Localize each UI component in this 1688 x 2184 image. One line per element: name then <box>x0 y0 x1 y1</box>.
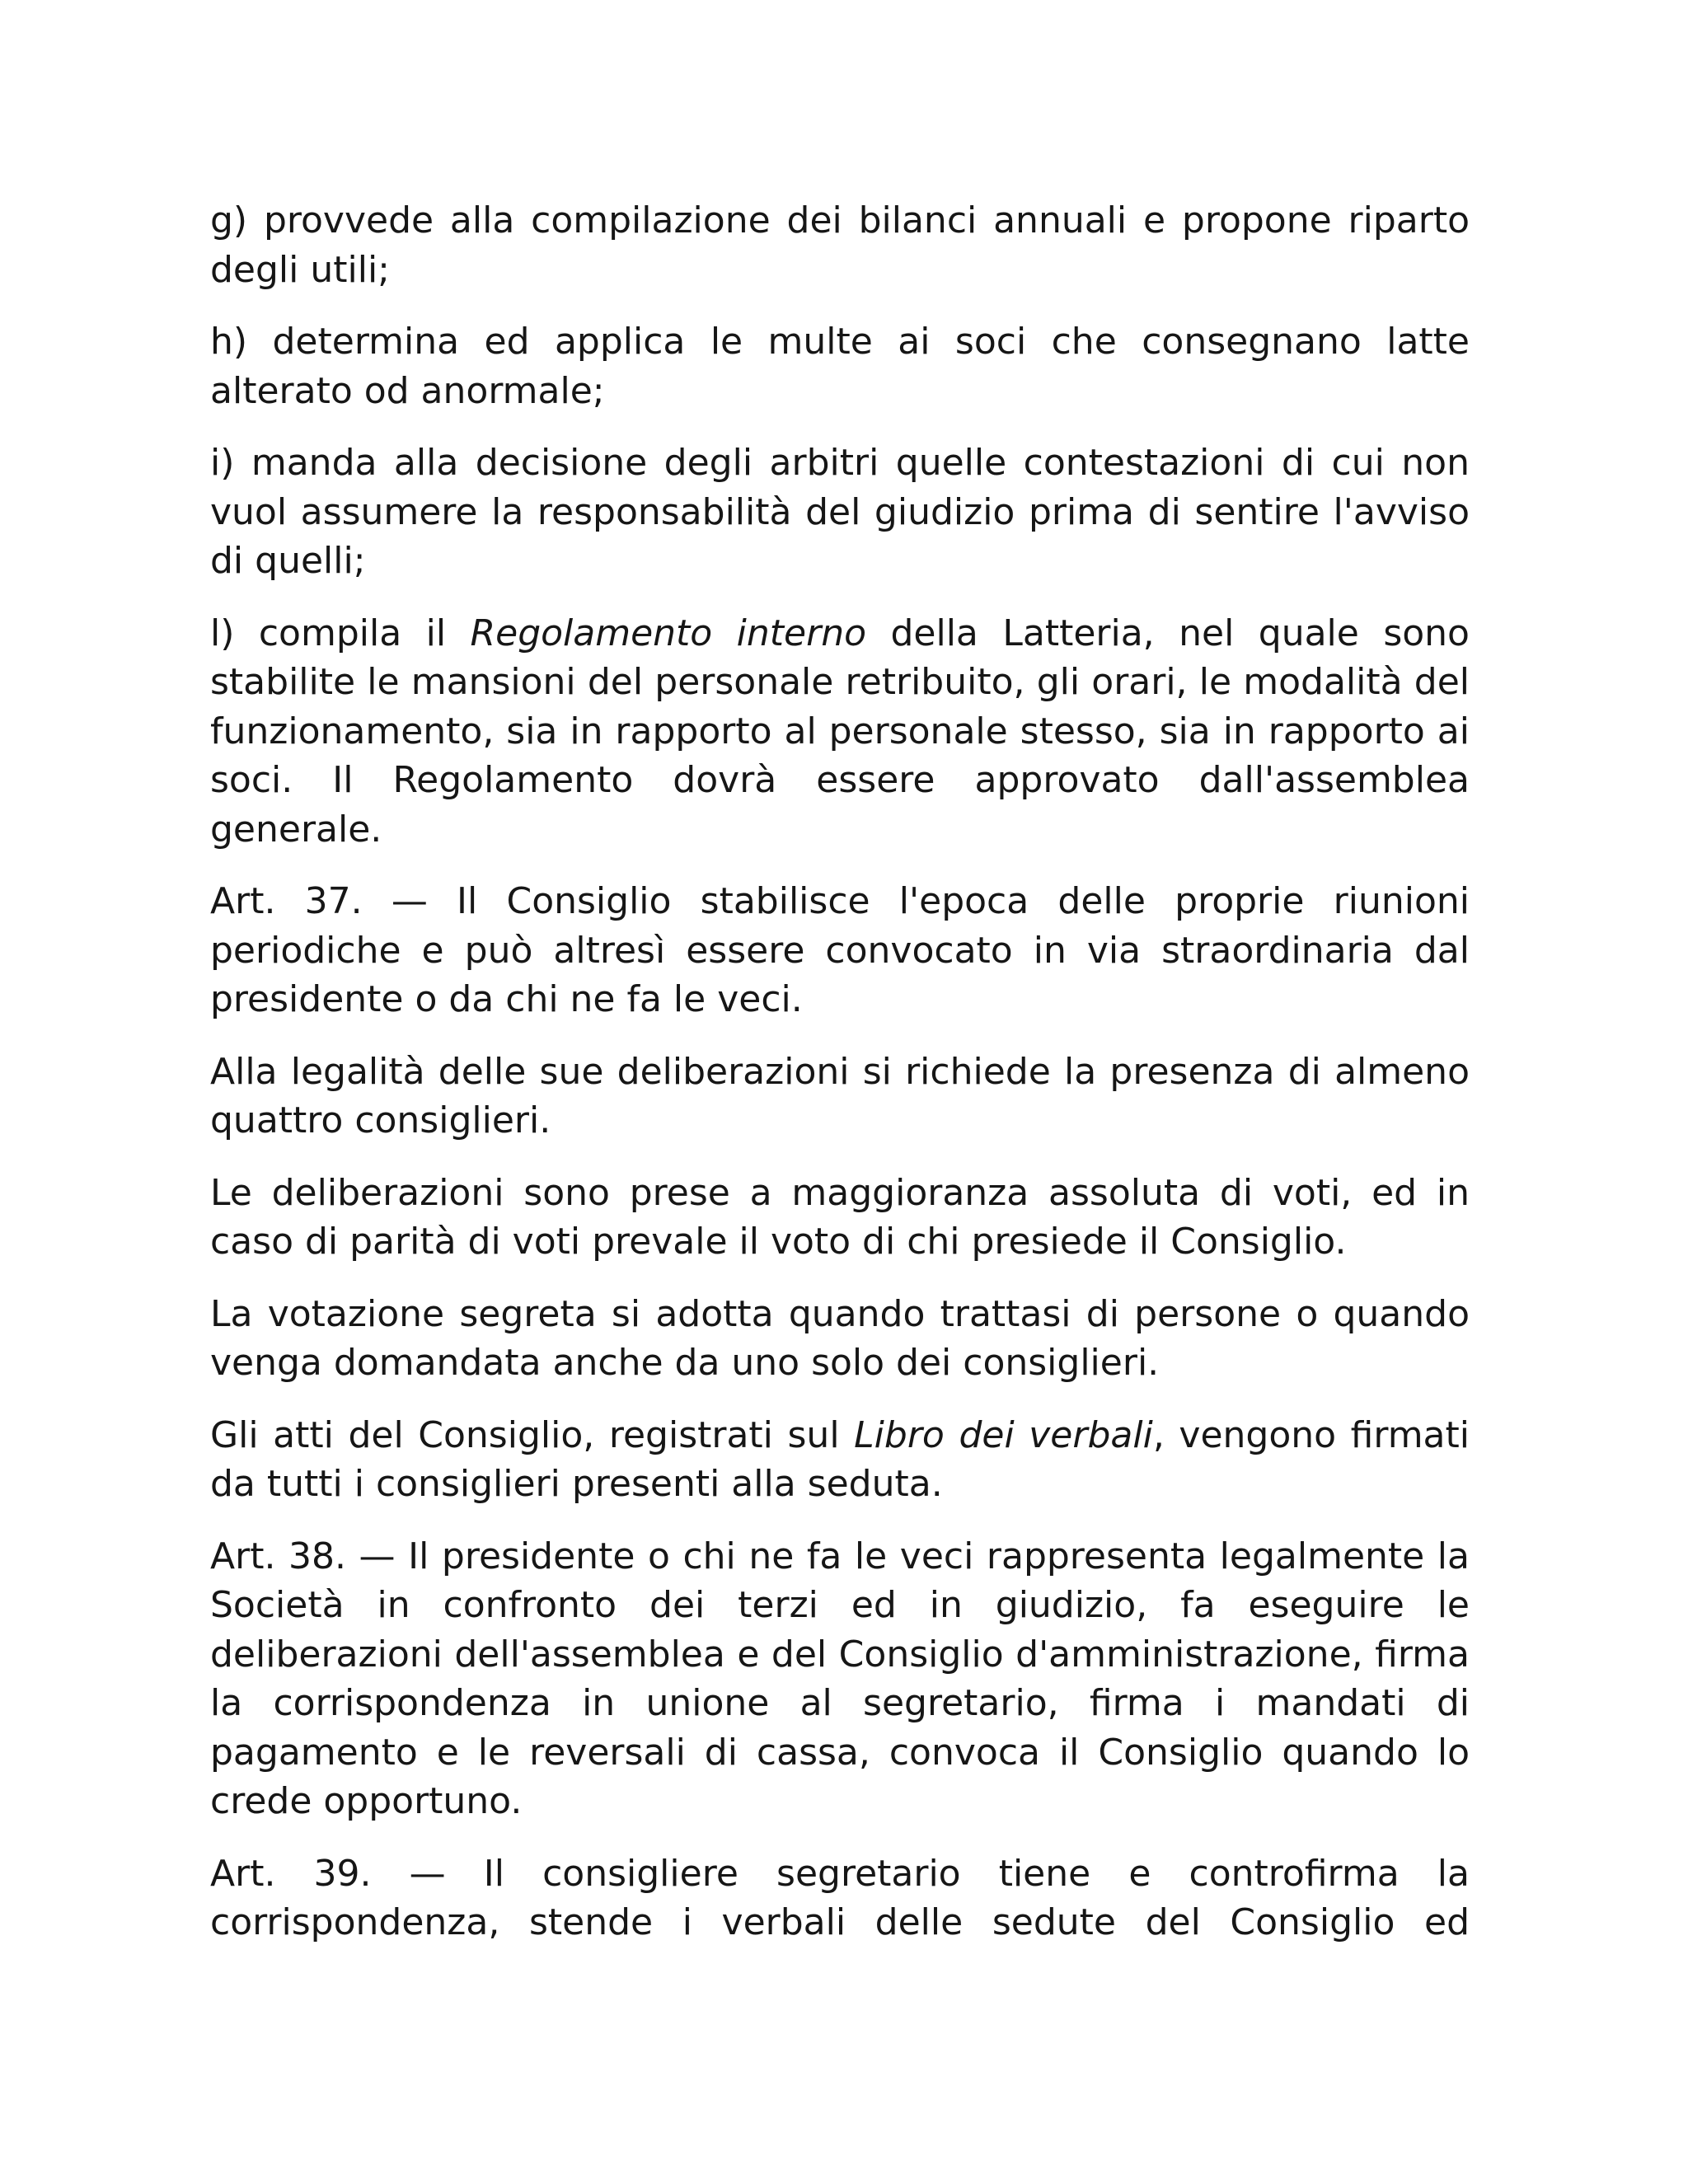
paragraph-para-g <box>210 196 1470 294</box>
italic-title: Regolamento interno <box>470 612 867 654</box>
paragraph-art-37-legalita <box>210 1047 1470 1146</box>
text-run: g) provvede alla compilazione dei bilanci annuali e propone riparto degli utili; <box>210 199 1470 291</box>
text-run: Art. 37. — Il Consiglio stabilisce l'epoca delle proprie riunioni periodiche e può altresì essere convocato in via straordinaria dal presidente o da chi ne fa le veci. <box>210 880 1470 1020</box>
paragraph-art-37 <box>210 877 1470 1024</box>
paragraph-art-37-deliberazioni <box>210 1169 1470 1267</box>
text-run: Le deliberazioni sono prese a maggioranza assoluta di voti, ed in caso di parità di voti prevale il voto di chi presiede il Consiglio. <box>210 1171 1470 1263</box>
paragraph-art-37-votazione <box>210 1290 1470 1388</box>
text-run: , vengono firmati da tutti i consiglieri presenti alla seduta. <box>210 1413 1470 1505</box>
paragraph-para-h <box>210 317 1470 415</box>
text-run: della Latteria, nel quale sono stabilite le mansioni del personale retribuito, gli orari, le modalità del funzionamento, sia in rapporto al personale stesso, sia in rapporto ai soci. Il Regolamento dovrà essere approvato dall'assemblea generale. <box>210 612 1470 851</box>
text-run: i) manda alla decisione degli arbitri quelle contestazioni di cui non vuol assumere la responsabilità del giudizio prima di sentire l'avviso di quelli; <box>210 442 1470 582</box>
paragraph-art-39 <box>210 1849 1470 1947</box>
text-run: Alla legalità delle sue deliberazioni si richiede la presenza di almeno quattro consiglieri. <box>210 1050 1470 1141</box>
text-run: Gli atti del Consiglio, registrati sul <box>210 1413 855 1456</box>
text-run: La votazione segreta si adotta quando trattasi di persone o quando venga domandata anche da uno solo dei consiglieri. <box>210 1292 1470 1384</box>
paragraph-art-38 <box>210 1532 1470 1826</box>
document-page <box>210 196 1470 1947</box>
text-run: l) compila il <box>210 612 471 654</box>
text-run: Art. 38. — Il presidente o chi ne fa le veci rappresenta legalmente la Società in confronto dei terzi ed in giudizio, fa eseguire le deliberazioni dell'assemblea e del Consiglio d'amministrazione, firma la corrispondenza in unione al segretario, firma i mandati di pagamento e le reversali di cassa, convoca il Consiglio quando lo crede opportuno. <box>210 1535 1470 1822</box>
text-run: Art. 39. — Il consigliere segretario tiene e controfirma la corrispondenza, stende i verbali delle sedute del Consiglio ed <box>210 1852 1470 1943</box>
paragraph-art-37-atti <box>210 1411 1470 1509</box>
paragraph-para-i <box>210 438 1470 586</box>
text-run: h) determina ed applica le multe ai soci che consegnano latte alterato od anormale; <box>210 321 1470 412</box>
paragraph-para-l <box>210 609 1470 855</box>
italic-title: Libro dei verbali <box>854 1413 1153 1456</box>
